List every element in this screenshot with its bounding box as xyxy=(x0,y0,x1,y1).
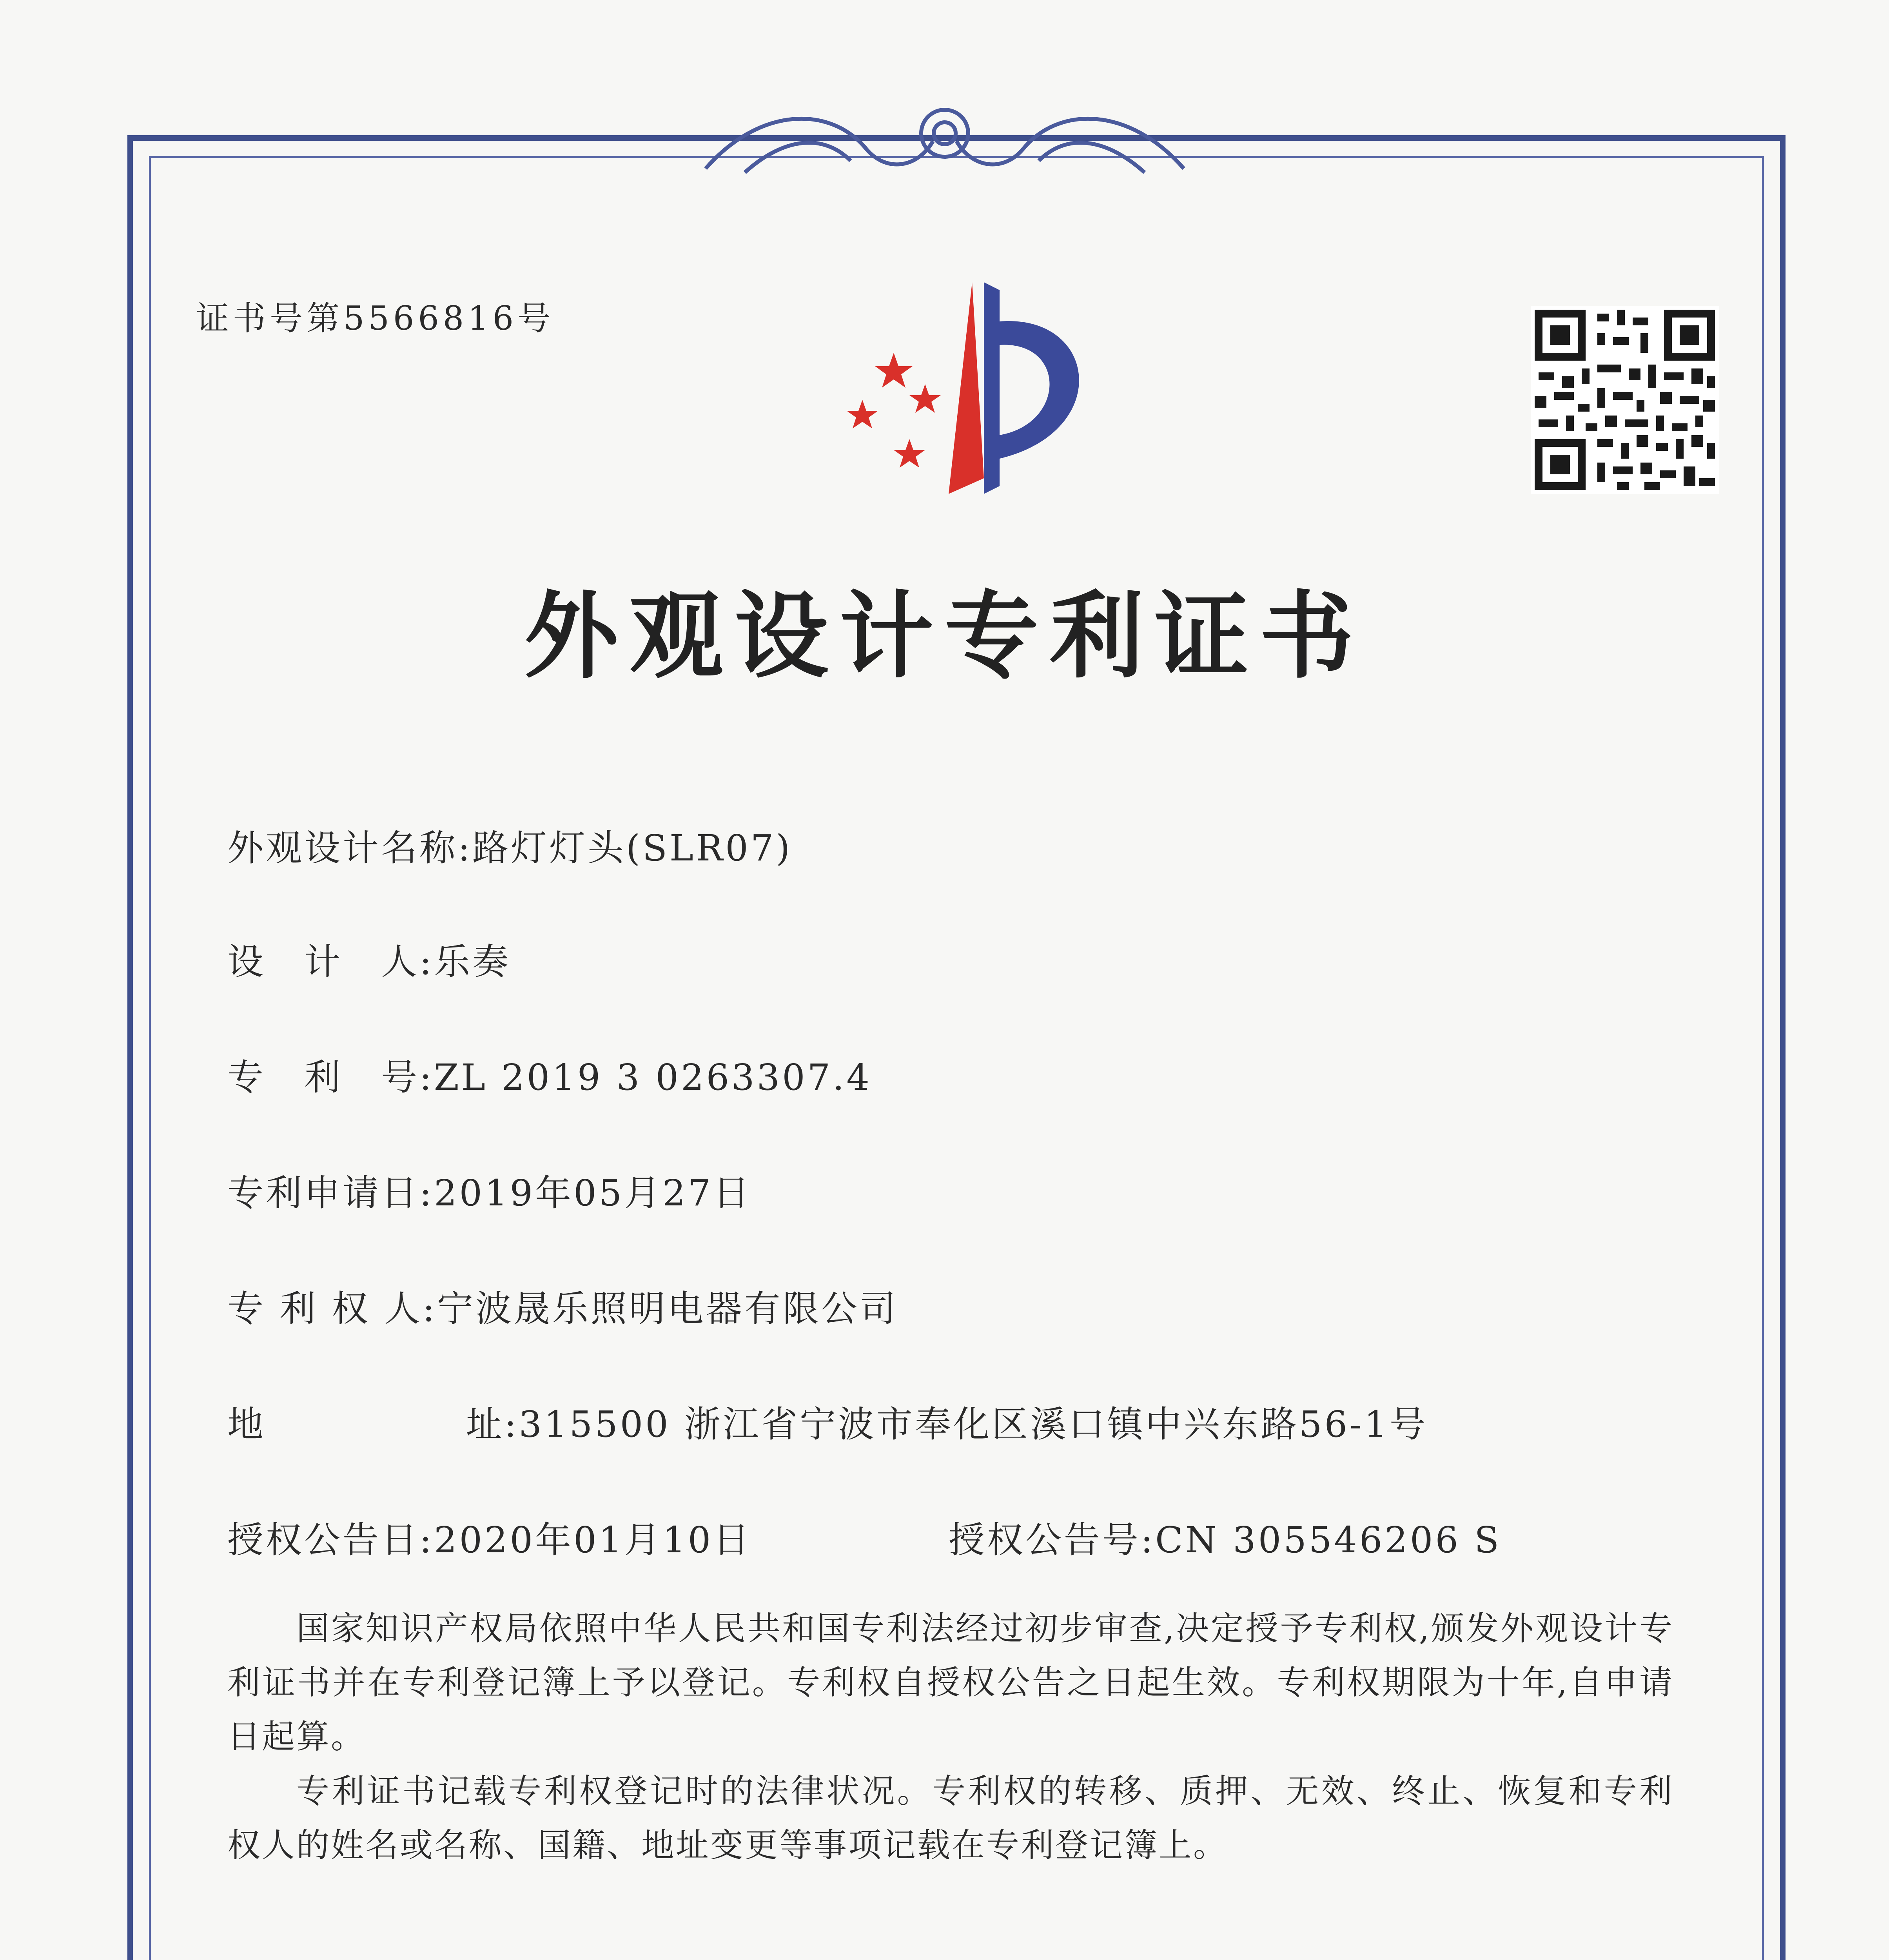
patent-number-row xyxy=(227,1049,872,1100)
qr-code-icon xyxy=(1531,306,1719,494)
patent-number-label: 专 利 号: xyxy=(227,1056,434,1098)
patentee-value: 宁波晟乐照明电器有限公司 xyxy=(437,1288,898,1330)
grant-date-label: 授权公告日: xyxy=(227,1519,434,1561)
designer-label: 设 计 人: xyxy=(227,941,434,983)
grant-date-row xyxy=(227,1511,751,1563)
patentee-row xyxy=(227,1280,898,1332)
address-label-first: 地 xyxy=(227,1403,266,1445)
grant-number-value: CN 305546206 S xyxy=(1155,1519,1502,1561)
filing-date-row xyxy=(227,1164,751,1216)
patent-number-value: ZL 2019 3 0263307.4 xyxy=(434,1056,872,1098)
filing-date-label: 专利申请日: xyxy=(227,1172,434,1214)
address-label-second: 址: xyxy=(466,1403,519,1445)
design-name-label: 外观设计名称: xyxy=(227,827,472,869)
patentee-label: 专 利 权 人: xyxy=(227,1288,437,1330)
designer-value: 乐奏 xyxy=(434,941,511,983)
address-row xyxy=(227,1396,1428,1447)
grant-number-label: 授权公告号: xyxy=(949,1519,1155,1561)
design-name-value: 路灯灯头(SLR07) xyxy=(472,827,793,869)
grant-paragraph: 国家知识产权局依照中华人民共和国专利法经过初步审查,决定授予专利权,颁发外观设计专利证书并在专利登记簿上予以登记。专利权自授权公告之日起生效。专利权期限为十年,自申请日起算。 xyxy=(227,1609,1674,1756)
grant-number-row xyxy=(949,1511,1501,1563)
filing-date-value: 2019年05月27日 xyxy=(434,1172,752,1214)
legal-status-paragraph: 专利证书记载专利权登记时的法律状况。专利权的转移、质押、无效、终止、恢复和专利权人的姓名或名称、国籍、地址变更等事项记载在专利登记簿上。 xyxy=(227,1772,1674,1864)
top-ornament-icon xyxy=(682,90,1207,188)
address-value: 315500 浙江省宁波市奉化区溪口镇中兴东路56-1号 xyxy=(519,1403,1428,1445)
designer-row xyxy=(227,933,511,985)
certificate-number: 证书号第5566816号 xyxy=(196,299,555,338)
grant-date-value: 2020年01月10日 xyxy=(434,1519,752,1561)
cnipa-logo-icon xyxy=(815,274,1121,510)
design-name-row xyxy=(227,819,792,871)
page-title: 外观设计专利证书 xyxy=(524,581,1365,691)
